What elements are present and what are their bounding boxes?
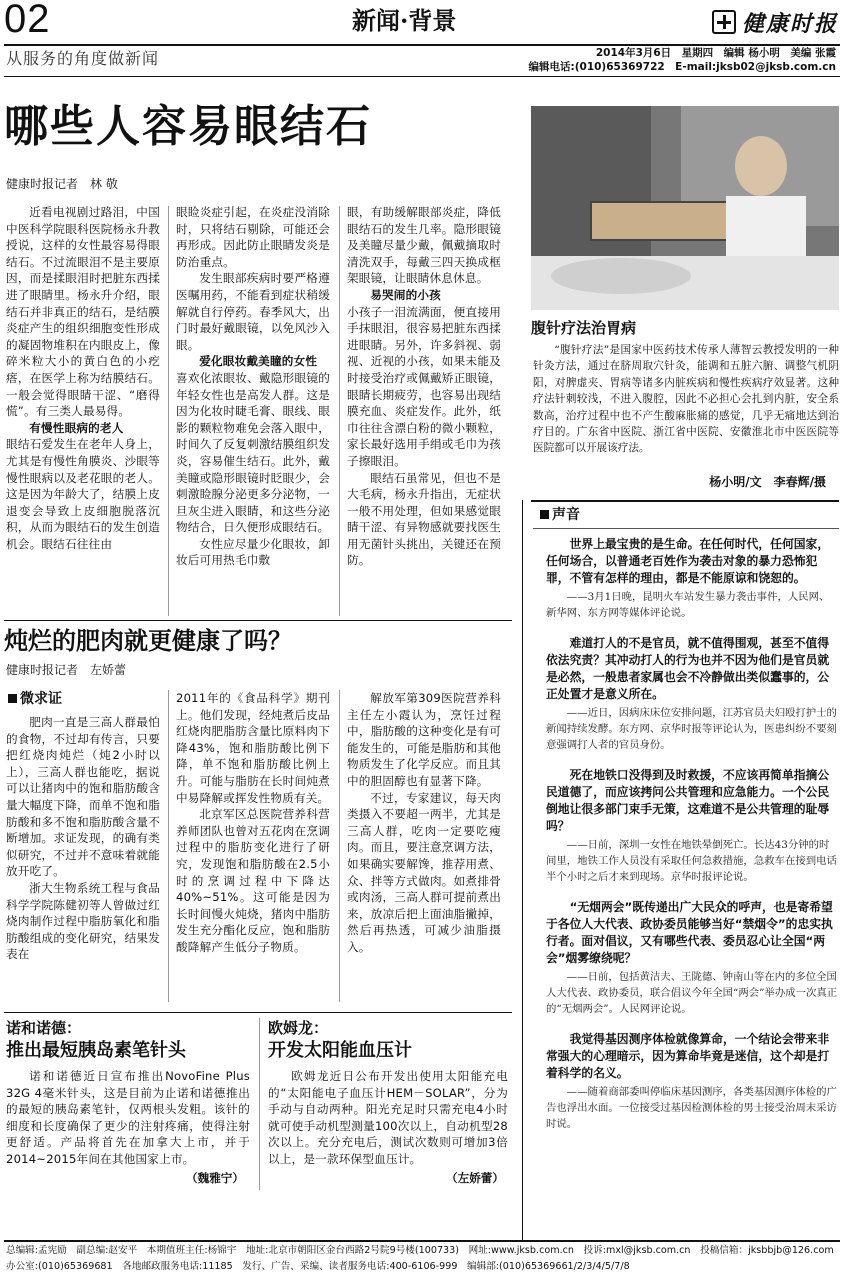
brief1 bbox=[6, 1018, 250, 1194]
contact-line: 编辑电话:(010)65369722 E-mail:jksb02@jksb.com.cn bbox=[528, 61, 836, 73]
voice-quote: “无烟两会”既传递出广大民众的呼声，也是寄希望于各位人大代表、政协委员能够当好“禁烟令”的忠实执行者。面对倡议，又有哪些代表、委员忍心让全国“两会”烟雾缭绕呢？ bbox=[546, 900, 833, 965]
article1-column-2 bbox=[176, 204, 330, 624]
news-photo bbox=[531, 106, 839, 310]
article1-headline: 哪些人容易眼结石 bbox=[4, 101, 372, 152]
footer-line-1: 总编辑:孟宪励 副总编:赵安平 本期值班主任:杨锦宇 地址:北京市朝阳区金台西路2号院9号楼(100733) 网址:www.jksb.com.cn 投诉:mxl@jksb.com.cn 投稿信箱：jksbbjb@126.com bbox=[6, 1245, 834, 1256]
article1-paragraph: 眼结石虽常见，但也不是大毛病，杨永升指出，无症状一般不用处理，但如果感觉眼睛干涩、有异物感就要找医生用无菌针头挑出，关键还在预防。 bbox=[347, 470, 501, 568]
article2-byline: 健康时报记者 左娇蕾 bbox=[6, 663, 127, 677]
article2-paragraph: 不过，专家建议，每天肉类摄入不要超一两半，尤其是三高人群，吃肉一定要吃瘦肉。而且，要注意烹调方法，如果确实要解馋，推荐用煮、众、拌等方式做肉。如煮排骨或肉汤，三高人群可提前煮出来，放凉后把上面油脂撇掉，然后再热透，可减少油脂摄入。 bbox=[347, 790, 501, 954]
voice-quote: 我觉得基因测序体检就像算命，一个结论会带来非常强大的心理暗示，因为算命毕竟是迷信，这个却是打着科学的名义。 bbox=[546, 1032, 830, 1080]
brief1-author: （魏雅宁） bbox=[186, 1171, 244, 1185]
article1-subhead: 爱化眼妆戴美瞳的女性 bbox=[199, 354, 318, 369]
article2-paragraph: 2011年的《食品科学》期刊上。他们发现，经炖煮后皮品红烧肉肥脂肪含量比原料肉下降43%，饱和脂肪酸比例下降，单不饱和脂肪酸比例上升。可能与脂肪在长时间炖煮中易降解或挥发性物质有关。 bbox=[176, 691, 330, 805]
photo-caption-title: 腹针疗法治胃病 bbox=[531, 319, 637, 337]
brief2-kicker: 欧姆龙： bbox=[268, 1019, 329, 1037]
photo-caption-text: “腹针疗法”是国家中医药技术传承人薄智云教授发明的一种针灸方法，通过在脐周取穴针灸，能调和五脏六腑、调整气机阴阳，对脾虚夹、胃病等诸多内脏疾病和慢性疾病疗效显著。这种疗法针刺较浅，不进入腹腔，因此不必担心会扎到内脏，安全系数高，治疗过程中也不产生酸麻胀痛的感觉，几乎无痛地达到治疗目的。广东省中医院、浙江省中医院、安徽淮北市中医医院等医院都可以开展该疗法。 bbox=[533, 344, 839, 455]
article1-byline: 健康时报记者 林 敬 bbox=[6, 177, 118, 191]
article2-label: 微求证 bbox=[8, 690, 62, 708]
article1-paragraph: 发生眼部疾病时要严格遵医嘱用药，不能看到症状稍缓解就自行停药。春季风大，出门时最好戴眼镜，以免风沙入眼。 bbox=[176, 271, 330, 352]
voice-item bbox=[546, 767, 838, 885]
article1-column-3 bbox=[347, 204, 501, 624]
voice-item bbox=[546, 1031, 838, 1132]
article2-paragraph: 浙大生物系统工程与食品科学学院陈健初等人曾做过红烧肉制作过程中脂肪氧化和脂肪酸组成的变化研究，结果发表在 bbox=[6, 880, 160, 962]
voice-item bbox=[546, 536, 838, 621]
date-line: 2014年3月6日 星期四 编辑 杨小明 美编 张霞 bbox=[595, 47, 836, 59]
voice-quote: 难道打人的不是官员，就不值得围观，甚至不值得依法究责？其冲动打人的行为也并不因为他们是官员就是必然，一般患者家属也会不冷静做出类似蠢事的，公正处置才是意义所在。 bbox=[546, 636, 830, 701]
voice-source: ——3月1日晚，昆明火车站发生暴力袭击事件，人民网、新华网、东方网等媒体评论说。 bbox=[546, 591, 830, 619]
voice-item bbox=[546, 899, 838, 1017]
article2-column-3 bbox=[347, 690, 501, 1004]
photo-illustration bbox=[531, 106, 839, 310]
brief2-headline: 开发太阳能血压计 bbox=[268, 1040, 412, 1061]
brief2-body-text: 欧姆龙近日公布开发出使用太阳能充电的“太阳能电子血压计HEM－SOLAR”，分为手动与自动两种。阳光充足时只需充电4小时就可使手动机型测量100次以上，自动机型28次以上。充分充电后，测试次数则可增加3倍以上，是一款环保型血压计。 bbox=[268, 1069, 508, 1166]
article2-column-1 bbox=[6, 714, 160, 1004]
article1-subhead: 有慢性眼病的老人 bbox=[29, 420, 124, 435]
article1-paragraph: 近看电视剧过路泪，中国中医科学院眼科医院杨永升教授说，这样的女性最容易得眼结石。不过流眼泪不是主要原因，而是揉眼泪时把脏东西揉进了眼睛里。杨永升介绍，眼结石并非真正的结石，是结膜炎症产生的组织细胞变性形成的凝固物堆积在内眼皮上，像碎米粒大小的黄白色的小疙瘩，在医学上称为结膜结石。一般会觉得眼睛干涩、“磨得慌”。有三类人最易得。 bbox=[6, 205, 160, 419]
brief1-headline: 推出最短胰岛素笔针头 bbox=[6, 1040, 186, 1061]
article2-column-2 bbox=[176, 690, 330, 1004]
article1-column-1 bbox=[6, 204, 160, 624]
voice-source: ——随着商部委叫停临床基因测序，各类基因测序体检的广告也浮出水面。一位接受过基因检测体检的男士接受治周末采访时说。 bbox=[546, 1086, 837, 1130]
article2-paragraph: 肥肉一直是三高人群最怕的食物，不过却有传言，只要把红烧肉炖烂（炖2小时以上），三高人群也能吃，据说可以让猪肉中的饱和脂肪酸含量大幅度下降，而单不饱和脂肪酸和多不饱和脂肪酸含量不断增加。求证发现，的确有类似研究，不过并不意味着就能放开吃了。 bbox=[6, 715, 160, 879]
article1-paragraph: 小孩子一泪流满面，便直接用手抹眼泪，很容易把脏东西揉进眼睛。另外，许多斜视、弱视、近视的小孩，如果未能及时接受治疗或佩戴矫正眼镜，眼睛长期疲劳，也容易出现结膜充血、炎症发作。此外，纸巾往往含漂白粉的微小颗粒，家长最好选用手绢或毛巾为孩子擦眼泪。 bbox=[347, 304, 501, 468]
voice-source: ——日前，深圳一女性在地铁晕倒死亡。长达43分钟的时间里，地铁工作人员没有采取任何急救措施，急救车在接到电话半个小时之后才来到现场。京华时报评论说。 bbox=[546, 839, 837, 883]
article1-paragraph: 女性应尽量少化眼妆，卸妆后可用热毛巾敷 bbox=[176, 536, 330, 568]
voice-item bbox=[546, 635, 838, 753]
article2-paragraph: 北京军区总医院营养科营养师团队也曾对五花肉在烹调过程中的脂肪变化进行了研究，发现饱和脂肪酸在2.5小时的烹调过程中下降达40%~51%。这可能是因为长时间慢火炖烧，猪肉中脂肪发生充分酯化反应，饱和脂肪酸降解产生低分子物质。 bbox=[176, 807, 330, 954]
article1-paragraph: 眼，有助缓解眼部炎症，降低眼结石的发生几率。隐形眼镜及美瞳尽量少戴，佩戴摘取时清洗双手，每戴三四天换成框架眼镜，让眼睛休息休息。 bbox=[347, 205, 501, 286]
article1-paragraph: 喜欢化浓眼妆、戴隐形眼镜的年轻女性也是高发人群。这是因为化妆时睫毛膏、眼线、眼影的颗粒物难免会落入眼中，时间久了反复刺激结膜组织发炎，容易催生结石。此外，戴美瞳或隐形眼镜时眨眼少，会刺激睑腺分泌更多分泌物，一旦灰尘进入眼睛，和这些分泌物结合，日久便形成眼结石。 bbox=[176, 370, 330, 535]
article1-paragraph: 眼睑炎症引起，在炎症没消除时，只将结石剔除，可能还会再形成。因此防止眼睛发炎是防治重点。 bbox=[176, 205, 330, 269]
photo-credit: 杨小明/文 李春辉/摄 bbox=[709, 475, 826, 489]
section-title: 新闻·背景 bbox=[352, 6, 457, 35]
article1-paragraph: 眼结石爱发生在老年人身上，尤其是有慢性角膜炎、沙眼等慢性眼病以及老花眼的老人。这是因为年龄大了，结膜上皮退变会导致上皮细胞脱落沉积，从而为眼结石的发生创造机会。眼结石往往由 bbox=[6, 437, 160, 551]
page-number: 02 bbox=[4, 0, 51, 41]
brief2-author: （左娇蕾） bbox=[446, 1171, 504, 1185]
article2-headline: 炖烂的肥肉就更健康了吗？ bbox=[4, 626, 292, 655]
footer-line-2: 办公室:(010)65369681 各地邮政服务电话:11185 发行、广告、采编、读者服务电话:400-6106-999 编辑部:(010)65369661/2/3/4/5/7/8 bbox=[6, 1261, 630, 1272]
voices-list bbox=[546, 536, 838, 1236]
logo-mark-icon bbox=[712, 10, 736, 34]
article2-paragraph: 解放军第309医院营养科主任左小霞认为，烹饪过程中，脂肪酸的这种变化是有可能发生的，可能是脂肪和其他物质发生了化学反应。而且其中的胆固醇也有显著下降。 bbox=[347, 691, 501, 788]
voice-source: ——日前，包括黄洁夫、王陇德、钟南山等在内的多位全国人大代表、政协委员，联合倡议今年全国“两会”举办成一次真正的“无烟两会”。人民网评论说。 bbox=[546, 971, 838, 1015]
paper-name: 健康时报 bbox=[742, 10, 839, 37]
voices-label: 声音 bbox=[540, 506, 580, 524]
brief1-kicker: 诺和诺德： bbox=[6, 1019, 82, 1037]
brief2 bbox=[268, 1018, 508, 1194]
paper-logo bbox=[712, 6, 840, 38]
brief1-body-text: 诺和诺德近日宣布推出NovoFine Plus 32G 4毫米针头，这是目前为止诺和诺德推出的最短的胰岛素笔针，仅两根头发粗。该针的细度和长度确保了更少的注射疼痛，使得注射更舒适。产品将首先在加拿大上市，并于2014~2015年间在其他国家上市。 bbox=[6, 1069, 250, 1166]
voice-source: ——近日，因病床床位安排问题，江苏官员夫妇殴打护士的新闻持续发酵。东方网、京华时报等评论认为，医患纠纷不要刻意强调打人者的官员身份。 bbox=[546, 707, 837, 751]
voice-quote: 死在地铁口没得到及时救援，不应该再简单指摘公民道德了，而应该拷问公共管理和应急能力。一个公民倒地让很多部门束手无策，这难道不是公共管理的耻辱吗？ bbox=[546, 768, 830, 833]
voice-quote: 世界上最宝贵的是生命。在任何时代，任何国家，任何场合，以普通老百姓作为袭击对象的暴力恐怖犯罪，不管有怎样的理由，都是不能原谅和饶恕的。 bbox=[546, 537, 830, 585]
article1-subhead: 易哭闹的小孩 bbox=[370, 287, 441, 302]
slogan: 从服务的角度做新闻 bbox=[6, 49, 160, 68]
